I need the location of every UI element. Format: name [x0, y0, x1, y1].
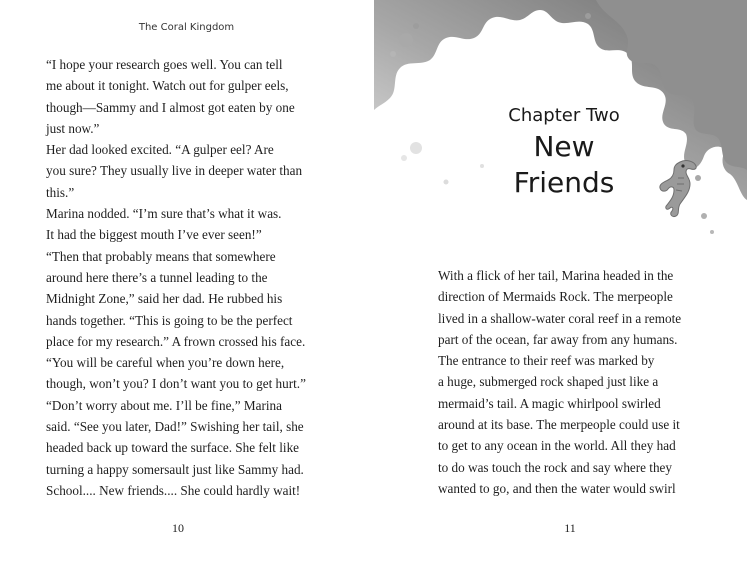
text-line: just now.”: [46, 120, 100, 136]
text-line: Midnight Zone,” said her dad. He rubbed his: [46, 291, 283, 307]
text-line: a huge, submerged rock shaped just like a: [438, 374, 659, 390]
chapter-label: Chapter Two: [508, 105, 620, 126]
text-line: around at its base. The merpeople could use it: [438, 417, 680, 433]
text-line: Marina nodded. “I’m sure that’s what it was.: [46, 206, 282, 222]
right-page-body-text: [438, 265, 698, 499]
text-line: turning a happy somersault just like Sammy had.: [46, 461, 304, 477]
left-page: [0, 0, 373, 576]
chapter-title-line-2: Friends: [513, 166, 615, 199]
text-line: Her dad looked excited. “A gulper eel? Are: [46, 142, 274, 158]
text-line: said. “See you later, Dad!” Swishing her tail, she: [46, 419, 304, 435]
text-line: around here there’s a tunnel leading to the: [46, 269, 268, 285]
text-line: lived in a shallow-water coral reef in a remote: [438, 310, 682, 326]
page-number-left: 10: [172, 521, 184, 535]
text-line: With a flick of her tail, Marina headed in the: [438, 268, 674, 283]
text-line: The entrance to their reef was marked by: [438, 353, 655, 369]
text-line: though—Sammy and I almost got eaten by one: [46, 99, 295, 115]
text-line: wanted to go, and then the water would swirl: [438, 480, 676, 496]
right-page: [374, 0, 747, 576]
text-line: headed back up toward the surface. She felt like: [46, 440, 300, 456]
chapter-title-line-1: New: [533, 130, 595, 163]
text-line: “I hope your research goes well. You can tell: [46, 57, 283, 72]
text-line: part of the ocean, far away from any humans.: [438, 331, 678, 347]
text-line: place for my research.” A frown crossed his face.: [46, 333, 306, 349]
seahorse-icon: [650, 156, 700, 220]
text-line: “Don’t worry about me. I’ll be fine,” Marina: [46, 397, 282, 413]
text-line: direction of Mermaids Rock. The merpeople: [438, 289, 673, 305]
text-line: to get to any ocean in the world. All they had: [438, 438, 676, 454]
text-line: “You will be careful when you’re down here,: [46, 355, 285, 371]
text-line: It had the biggest mouth I’ve ever seen!”: [46, 227, 262, 243]
text-line: hands together. “This is going to be the perfect: [46, 312, 293, 328]
text-line: School.... New friends.... She could hardly wait!: [46, 482, 301, 498]
page-number-right: 11: [564, 521, 576, 535]
running-head: The Coral Kingdom: [138, 22, 235, 33]
text-line: me about it tonight. Watch out for gulper eels,: [46, 78, 289, 94]
text-line: though, won’t you? I don’t want you to get hurt.”: [46, 376, 306, 392]
text-line: to do was touch the rock and say where they: [438, 459, 673, 475]
text-line: you sure? They usually live in deeper water than: [46, 163, 303, 179]
text-line: mermaid’s tail. A magic whirlpool swirled: [438, 395, 661, 411]
left-page-body-text: [46, 54, 326, 501]
text-line: “Then that probably means that somewhere: [46, 248, 276, 264]
text-line: this.”: [46, 184, 75, 200]
